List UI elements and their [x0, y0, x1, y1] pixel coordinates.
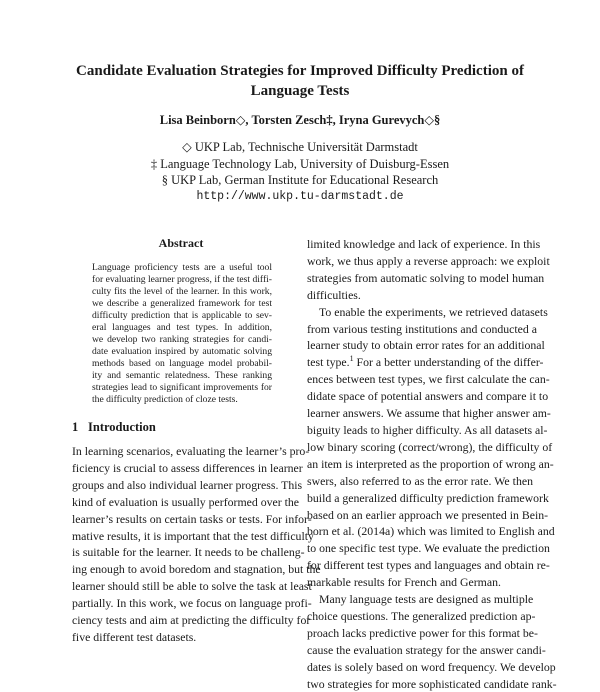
- body-line: build a generalized difficulty prediction framework: [307, 490, 549, 505]
- abstract-line: for evaluating learner progress, if the test diffi-: [92, 274, 272, 285]
- body-line: learner answers. We assume that higher answer am-: [307, 406, 551, 421]
- body-line: markable results for French and German.: [307, 575, 501, 590]
- body-line: Many language tests are designed as multiple: [319, 592, 534, 607]
- body-line: swers, also referred to as the error rate. We then: [307, 473, 533, 488]
- body-line: to one specific test type. We evaluate the prediction: [307, 541, 550, 556]
- body-line: learner’s results on certain tasks or tests. For infor-: [72, 511, 312, 526]
- body-line: is suitable for the learner. It needs to be challeng-: [72, 545, 305, 560]
- body-line: To enable the experiments, we retrieved datasets: [319, 304, 548, 319]
- abstract-line: eral languages and test types. In addition,: [92, 322, 272, 333]
- body-line: two strategies for more sophisticated candidate rank-: [307, 676, 557, 691]
- body-line: five different test datasets.: [72, 629, 197, 644]
- body-line: mative results, it is important that the test difficulty: [72, 528, 314, 543]
- abstract-line: date evaluation inspired by automatic solving: [92, 346, 272, 357]
- abstract-heading: Abstract: [158, 236, 204, 250]
- lab-url[interactable]: http://www.ukp.tu-darmstadt.de: [196, 190, 404, 203]
- body-line: proach lacks predictive power for this format be-: [307, 625, 538, 640]
- body-line: an item is interpreted as the proportion of wrong an-: [307, 456, 554, 471]
- body-line: ences between test types, we first calculate the can-: [307, 372, 550, 387]
- body-line: partially. In this work, we focus on language profi-: [72, 596, 312, 611]
- abstract-line: ity and semantic relatedness. These ranking: [92, 370, 272, 381]
- body-line-start: test type.: [307, 355, 350, 370]
- body-line: In learning scenarios, evaluating the learner’s pro-: [72, 444, 310, 458]
- section-number: 1: [72, 420, 79, 434]
- title-line-1: Candidate Evaluation Strategies for Improved Difficulty Prediction of: [76, 63, 524, 79]
- body-line: born et al. (2014a) which was limited to English and: [307, 524, 555, 539]
- abstract-line: the difficulty prediction of cloze tests.: [92, 394, 238, 405]
- body-line-tail: For a better understanding of the differ-: [353, 355, 544, 370]
- paper-title: [60, 61, 540, 101]
- body-line: biguity leads to higher difficulty. As all datasets al-: [307, 422, 548, 437]
- body-line: from various testing institutions and conducted a: [307, 321, 537, 336]
- body-line: groups and also individual learner progress. This: [72, 477, 303, 492]
- body-line-with-footnote: [307, 354, 544, 371]
- body-line: didate space of potential answers and compare it to: [307, 389, 549, 404]
- body-line: for different test types and languages and obtain re-: [307, 558, 550, 573]
- abstract-line: we develop two ranking strategies for candi-: [92, 334, 272, 345]
- body-line: strategies from automatic solving to model human: [307, 270, 545, 285]
- body-line: ing enough to avoid boredom and stagnation, but the: [72, 562, 321, 577]
- affiliation-duisburg-essen: ‡ Language Technology Lab, University of Duisburg-Essen: [150, 156, 450, 171]
- body-line: ciency tests and aim at predicting the difficulty for: [72, 613, 311, 628]
- body-line: ficiency is crucial to assess differences in learner: [72, 460, 303, 475]
- abstract-body: [92, 262, 272, 406]
- section-title: Introduction: [88, 420, 156, 434]
- body-line: low binary scoring (correct/wrong), the difficulty of: [307, 439, 553, 454]
- abstract-line: methods based on language model probabil-: [92, 358, 272, 369]
- body-line: learner should still be able to solve the task at least: [72, 579, 312, 594]
- author-list: Lisa Beinborn◇, Torsten Zesch‡, Iryna Gurevych◇§: [159, 113, 441, 127]
- body-line: learner study to obtain error rates for an additional: [307, 338, 545, 353]
- abstract-line: culty fits the level of the learner. In this work,: [92, 286, 272, 297]
- section-heading-introduction: [72, 420, 156, 435]
- footnote-marker[interactable]: 1: [349, 354, 354, 364]
- body-line: cause the evaluation strategy for the answer candi-: [307, 642, 546, 657]
- body-line: based on an earlier approach we presented in Bein-: [307, 507, 549, 522]
- right-column-body: [307, 236, 557, 692]
- affiliations: [60, 139, 540, 189]
- body-line: difficulties.: [307, 287, 361, 302]
- affiliation-ukp-darmstadt: ◇ UKP Lab, Technische Universität Darmstadt: [182, 140, 418, 154]
- affiliation-dipf: § UKP Lab, German Institute for Educational Research: [161, 173, 439, 187]
- title-line-2: Language Tests: [250, 83, 350, 99]
- abstract-line: Language proficiency tests are a useful tool: [92, 262, 272, 273]
- body-line: dates is solely based on word frequency. We develop: [307, 659, 556, 674]
- abstract-line: strategies lead to significant improvements for: [92, 382, 272, 393]
- left-column-body: [72, 443, 321, 646]
- abstract-line: difficulty prediction that is applicable to sev-: [92, 310, 272, 321]
- body-line: work, we thus apply a reverse approach: we exploit: [307, 253, 550, 268]
- body-line: kind of evaluation is usually performed over the: [72, 494, 300, 509]
- abstract-line: we describe a generalized framework for test: [92, 298, 272, 309]
- body-line: choice questions. The generalized prediction ap-: [307, 608, 536, 623]
- body-line: limited knowledge and lack of experience. In this: [307, 237, 541, 251]
